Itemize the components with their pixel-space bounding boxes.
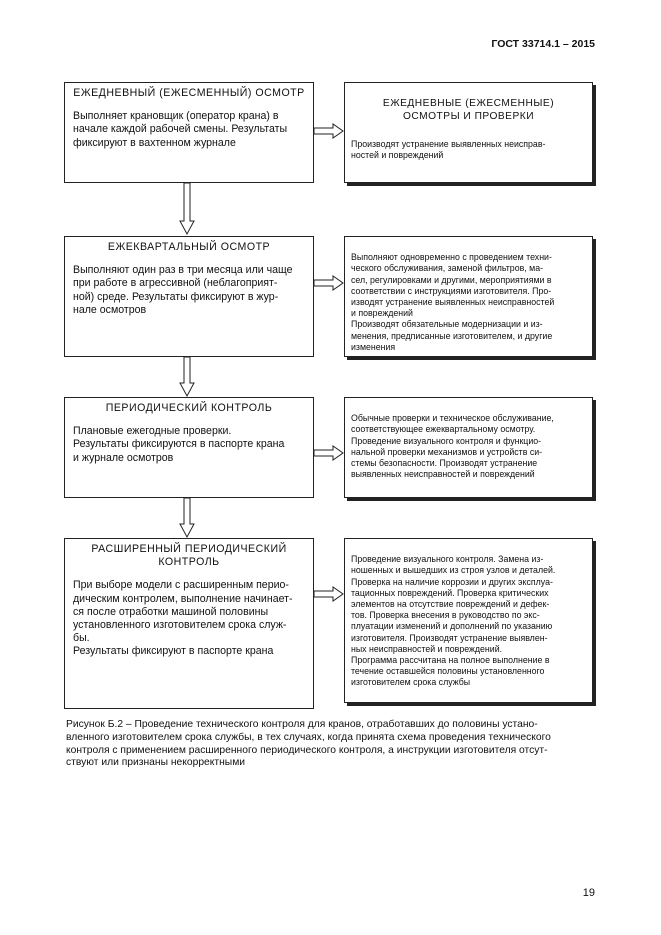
daily-checks-text: Производят устранение выявленных неисправ- ностей и повреждений	[351, 138, 546, 160]
down-arrow-2	[180, 357, 194, 396]
down-arrow-3	[180, 498, 194, 537]
extended-control-title: РАСШИРЕННЫЙ ПЕРИОДИЧЕСКИЙ КОНТРОЛЬ	[91, 543, 287, 569]
daily-inspection-title: ЕЖЕДНЕВНЫЙ (ЕЖЕСМЕННЫЙ) ОСМОТР	[73, 87, 305, 99]
periodic-control-text: Плановые ежегодные проверки. Результаты фиксируются в паспорте крана и журнале осмотров	[73, 425, 285, 464]
periodic-actions-text: Обычные проверки и техническое обслуживание, соответствующее ежеквартальному осмотру. Проведение визуального контроля и функцио- нальной проверки механизмов и устройств си- стемы безопасности. Производят устранение выявленных неисправностей и повреждений	[351, 413, 554, 480]
extended-actions-text: Проведение визуального контроля. Замена из- ношенных и вышедших из строя узлов и деталей. Проверка на наличие коррозии и других эксплуа- тационных повреждений. Проверка критических элементов на отсутствие повреждений и дефек- тов. Проверка внесения в руководство по экс- плуатации изменений и дополнений по указанию изготовителя. Производят устранение выявлен- ных неисправностей и повреждений. Программа рассчитана на полное выполнение в течение оставшейся половины установленного изготовителем срока службы	[351, 554, 556, 688]
quarterly-inspection-text: Выполняют один раз в три месяца или чаще при работе в агрессивной (неблагоприят- ной) среде. Результаты фиксируют в жур- нале осмотров	[73, 264, 293, 316]
quarterly-inspection-title: ЕЖЕКВАРТАЛЬНЫЙ ОСМОТР	[107, 241, 271, 253]
right-arrow-1	[314, 124, 343, 138]
down-arrow-1	[180, 183, 194, 234]
periodic-control-title: ПЕРИОДИЧЕСКИЙ КОНТРОЛЬ	[105, 402, 273, 414]
standard-header: ГОСТ 33714.1 – 2015	[491, 38, 595, 50]
right-arrow-4	[314, 587, 343, 601]
daily-checks-title: ЕЖЕДНЕВНЫЕ (ЕЖЕСМЕННЫЕ) ОСМОТРЫ И ПРОВЕРКИ	[382, 98, 555, 122]
right-arrow-2	[314, 276, 343, 290]
page-number: 19	[582, 887, 595, 899]
extended-control-text: При выборе модели с расширенным перио- дическим контролем, выполнение начинает- ся после отработки машиной половины установленного изготовителем срока служ- бы. Результаты фиксируют в паспорте крана	[73, 579, 293, 658]
right-arrow-3	[314, 446, 343, 460]
figure-caption: Рисунок Б.2 – Проведение технического контроля для кранов, отработавших до половины устано- вленного изготовителем срока службы, в тех случаях, когда принята схема проведения технического контроля с применением расширенного периодического контроля, а инструкции изготовителя отсут- ствуют или признаны некорректными	[66, 719, 551, 769]
quarterly-actions-text: Выполняют одновременно с проведением техни- ческого обслуживания, заменой фильтров, ма- сел, регулировками и другими, мероприятиями в соответствии с инструкциями изготовителя. Про- изводят устранение выявленных неисправностей и повреждений Производят обязательные модернизации и из- менения, предписанные изготовителем, и другие изменения	[351, 252, 555, 352]
daily-inspection-text: Выполняет крановщик (оператор крана) в начале каждой рабочей смены. Результаты фиксируют в вахтенном журнале	[73, 110, 288, 149]
